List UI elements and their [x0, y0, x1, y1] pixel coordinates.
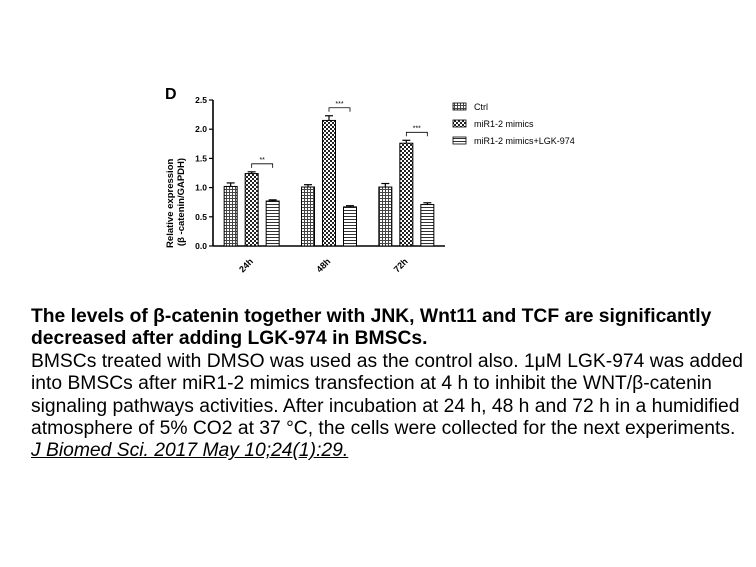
y-axis-label-line2: (β -catenin/GAPDH) — [176, 157, 187, 247]
legend-swatch — [453, 137, 466, 144]
legend-swatch — [453, 120, 466, 127]
x-tick-label: 48h — [314, 256, 333, 275]
legend-label: Ctrl — [474, 102, 488, 112]
y-tick-label: 0.0 — [195, 241, 207, 251]
legend-label: miR1-2 mimics+LGK-974 — [474, 136, 575, 146]
y-tick-label: 1.0 — [195, 182, 207, 193]
chart-figure — [160, 78, 630, 293]
y-tick-label: 2.5 — [195, 95, 207, 105]
caption-body: BMSCs treated with DMSO was used as the control also. 1μM LGK-974 was added into BMSCs after miR1-2 mimics transfection at 4 h to inhibit the WNT/β-catenin signaling pathways activities. After incubation at 24 h, 48 h and 72 h in a humidified atmosphere of 5% CO2 at 37 °C, the cells were collected for the next experiments. — [31, 350, 743, 440]
citation-link[interactable]: J Biomed Sci. 2017 May 10;24(1):29. — [31, 440, 349, 462]
significance-bracket — [406, 132, 427, 136]
significance-label: *** — [335, 100, 344, 108]
legend-label: miR1-2 mimics — [474, 119, 534, 129]
y-tick-label: 2.0 — [195, 124, 207, 135]
legend — [453, 102, 575, 146]
bar — [245, 174, 258, 246]
x-tick-label: 72h — [391, 256, 410, 275]
panel-label: D — [165, 86, 177, 103]
bar — [400, 143, 413, 246]
significance-bracket — [252, 164, 273, 168]
plot-area — [195, 95, 445, 274]
y-tick-label: 0.5 — [195, 211, 207, 222]
significance-label: ** — [259, 156, 265, 164]
x-tick-label: 24h — [237, 256, 256, 275]
figure-caption — [31, 306, 743, 463]
caption-title: The levels of β-catenin together with JNK, Wnt11 and TCF are significantly decreased after adding LGK-974 in BMSCs. — [31, 306, 712, 350]
y-tick-label: 1.5 — [195, 153, 207, 164]
bar — [344, 207, 357, 246]
bar — [266, 201, 279, 246]
y-axis-label-line1: Relative expression — [165, 158, 176, 248]
significance-bracket — [329, 108, 350, 112]
significance-label: *** — [412, 125, 421, 133]
bar-chart — [160, 78, 630, 293]
bar — [379, 187, 392, 246]
legend-swatch — [453, 103, 466, 110]
bar — [224, 186, 237, 246]
bar — [302, 187, 315, 246]
y-axis-label — [165, 156, 187, 248]
bar — [323, 120, 336, 246]
bar — [421, 205, 434, 246]
